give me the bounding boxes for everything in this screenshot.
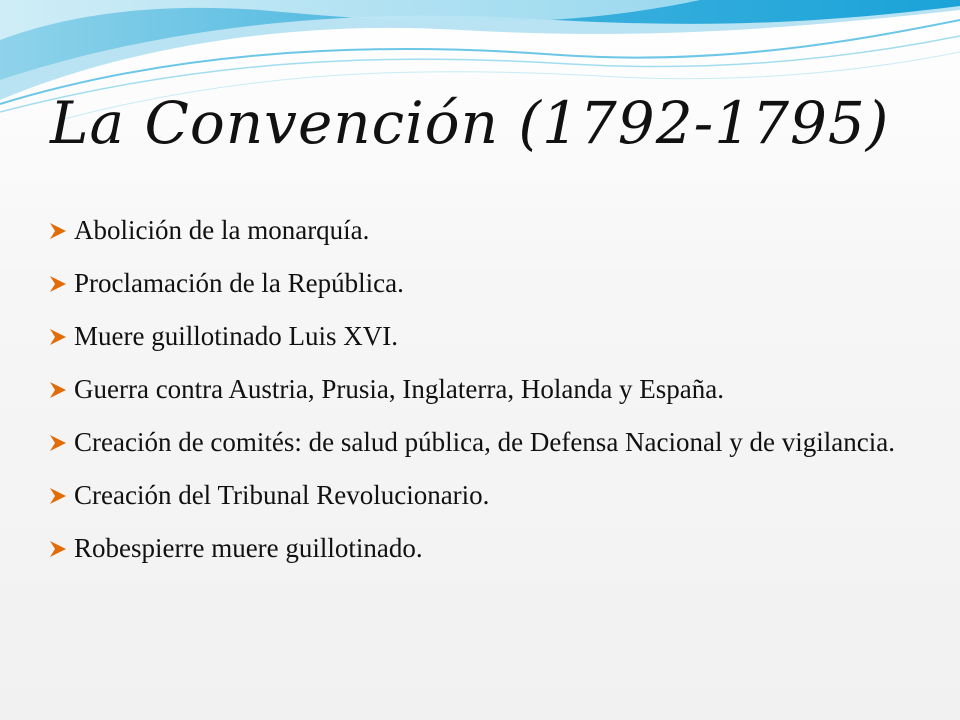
arrow-right-icon: [48, 434, 68, 452]
bullet-item: [48, 318, 904, 355]
bullet-item: [48, 212, 904, 249]
arrow-right-icon: [48, 275, 68, 293]
bullet-item: [48, 530, 904, 567]
bullet-text: Creación de comités: de salud pública, de Defensa Nacional y de vigilancia.: [74, 427, 895, 457]
arrow-right-icon: [48, 381, 68, 399]
bullet-text: Robespierre muere guillotinado.: [74, 533, 423, 563]
bullet-item: [48, 371, 904, 408]
arrow-right-icon: [48, 222, 68, 240]
bullet-text: Creación del Tribunal Revolucionario.: [74, 480, 490, 510]
bullet-text: Guerra contra Austria, Prusia, Inglaterra, Holanda y España.: [74, 374, 725, 404]
bullet-item: [48, 265, 904, 302]
bullet-item: [48, 477, 904, 514]
bullet-text: Proclamación de la República.: [74, 268, 404, 298]
slide-title: La Convención (1792-1795): [50, 89, 890, 157]
bullet-item: [48, 424, 904, 461]
arrow-right-icon: [48, 487, 68, 505]
arrow-right-icon: [48, 328, 68, 346]
bullet-text: Muere guillotinado Luis XVI.: [74, 321, 398, 351]
bullet-list: [48, 212, 904, 583]
bullet-text: Abolición de la monarquía.: [74, 215, 370, 245]
arrow-right-icon: [48, 540, 68, 558]
